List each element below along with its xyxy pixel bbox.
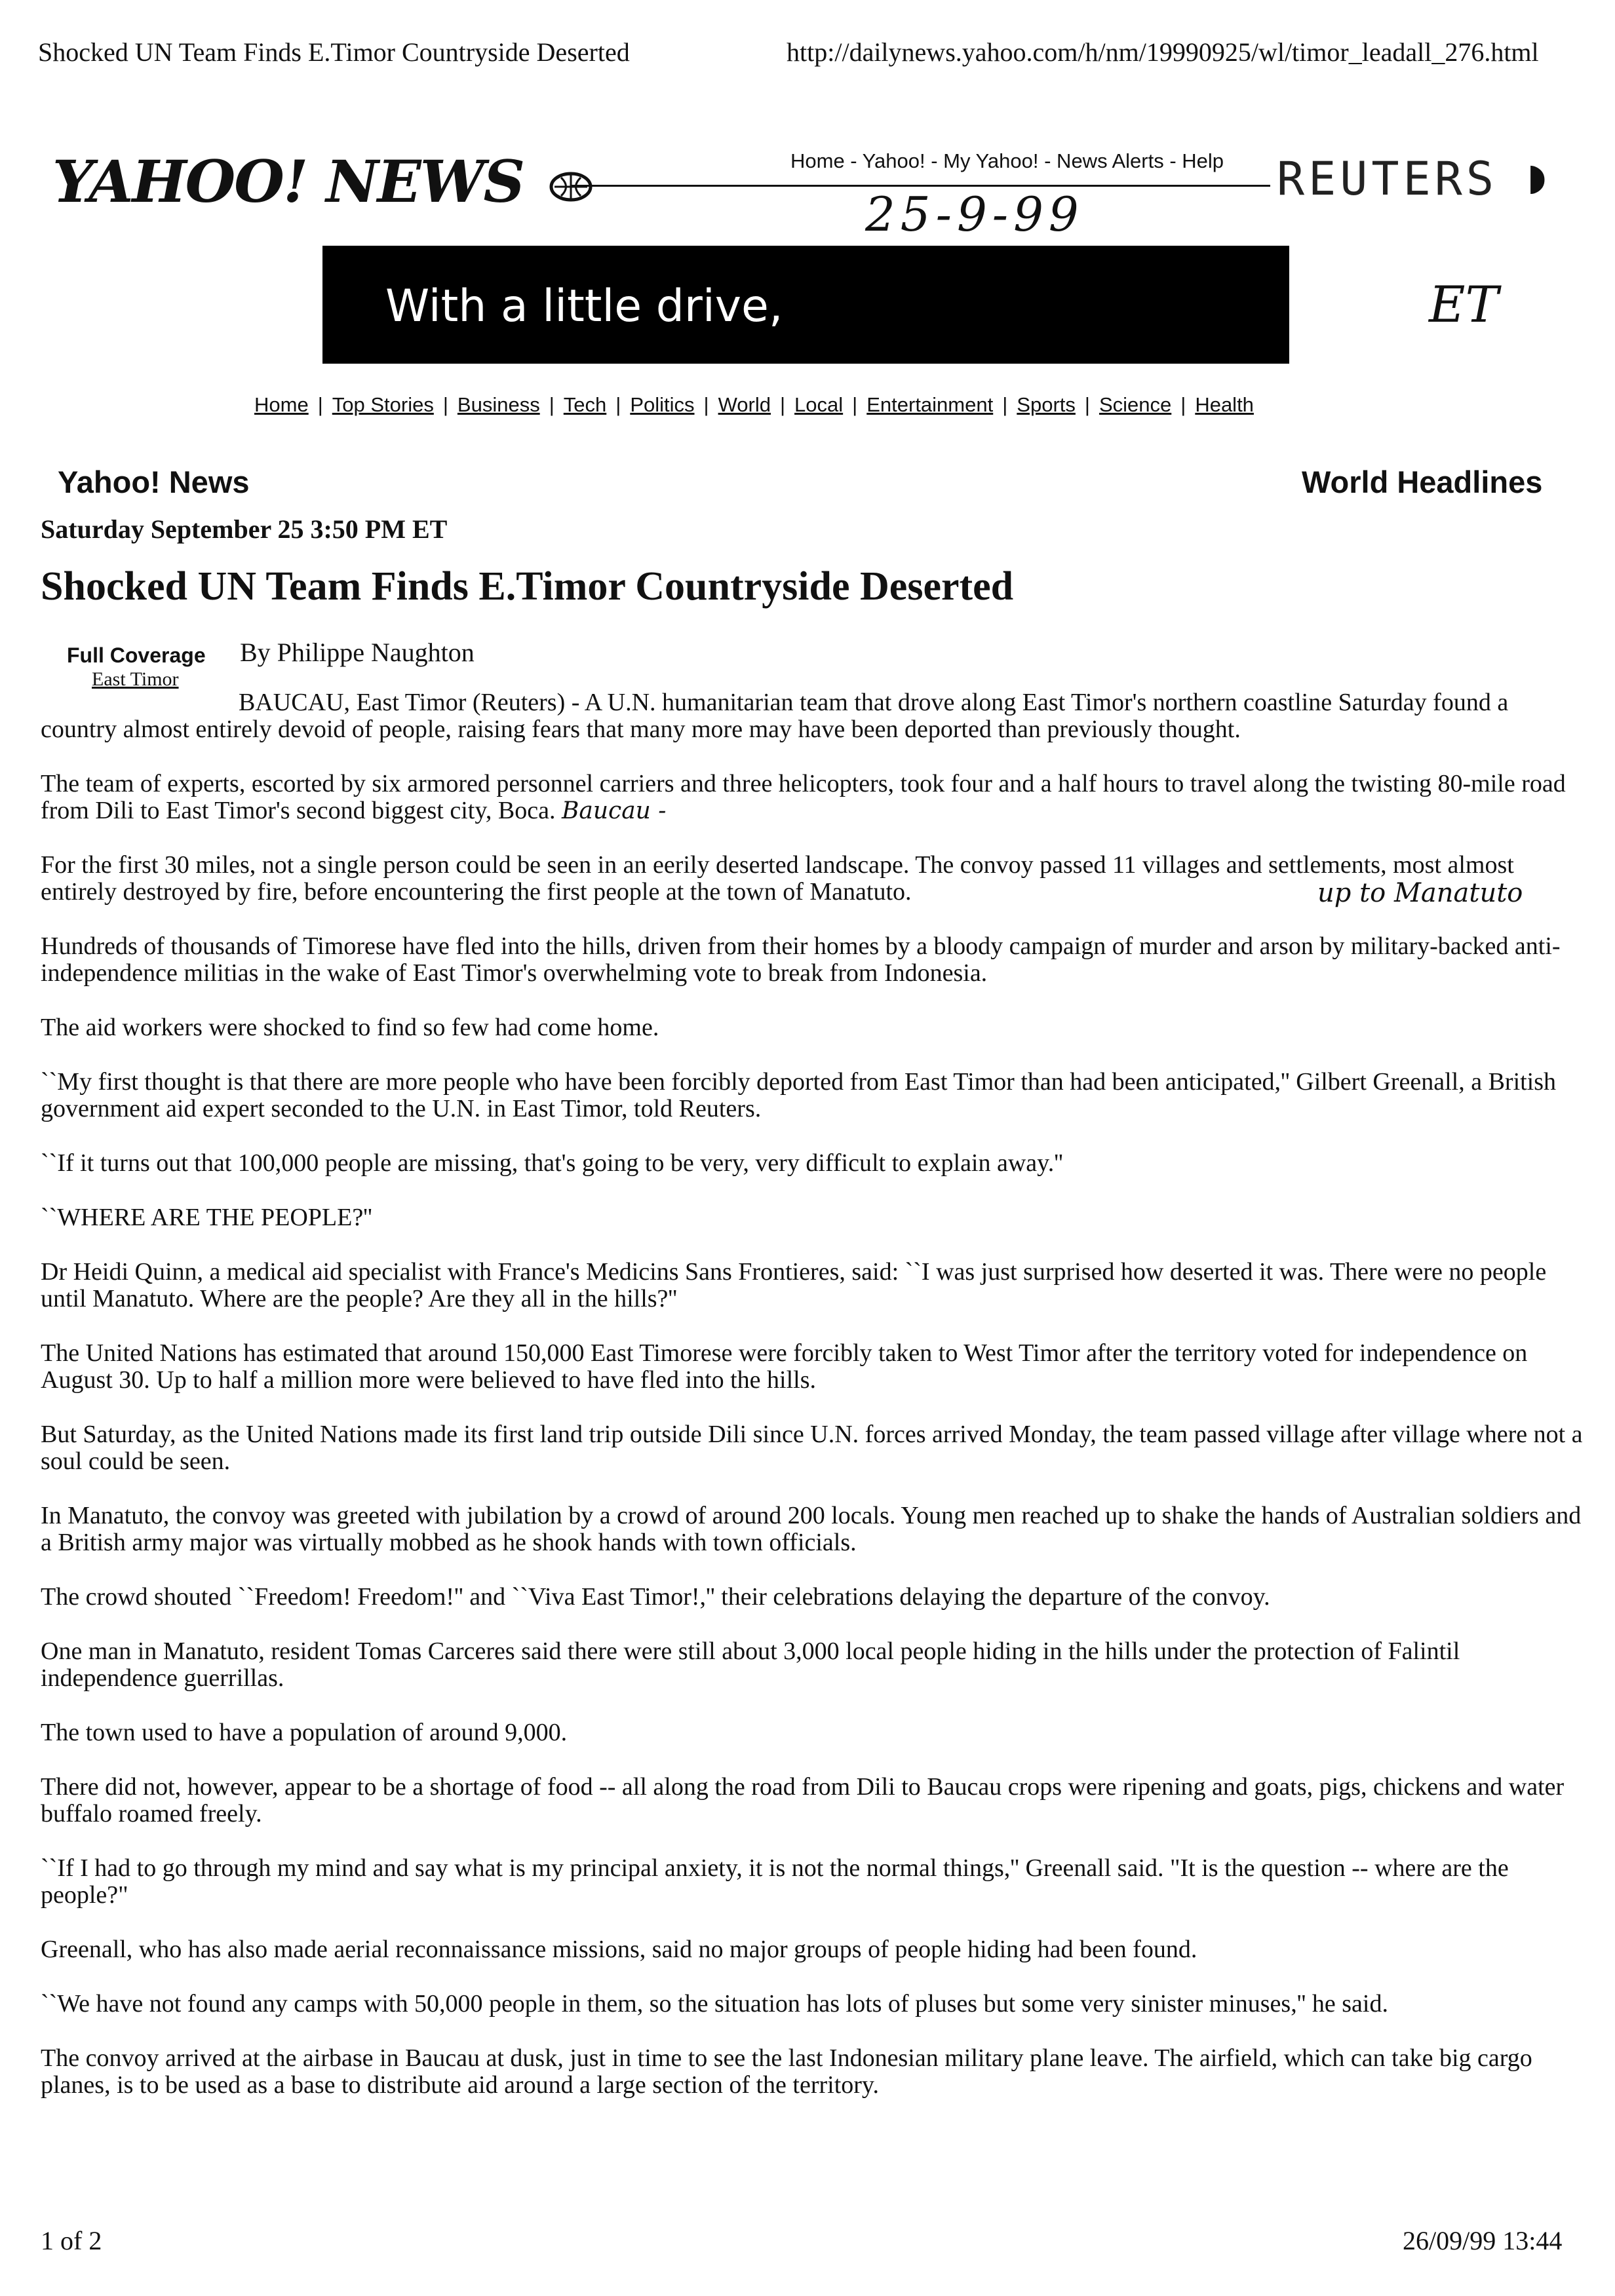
- handwritten-date: 25-9-99: [865, 187, 1084, 242]
- ad-banner-text: With a little drive,: [385, 280, 783, 332]
- article-paragraph: For the first 30 miles, not a single person could be seen in an eerily deserted landscape. The convoy passed 11 villages and settlements, most almost entirely destroyed by fire, before encountering the first people at the town of Manatuto.: [41, 851, 1514, 906]
- paragraph-text: The team of experts, escorted by six armored personnel carriers and three helicopters, took four and a half hours to travel along the twisting 80-mile road from Dili to East Timor's second biggest city, Boca.: [41, 770, 1566, 824]
- yahoo-news-logo[interactable]: [52, 147, 594, 216]
- nav-science[interactable]: Science: [1099, 393, 1172, 416]
- article-paragraph: ``If it turns out that 100,000 people are missing, that's going to be very, very difficult to explain away.'': [41, 1149, 1063, 1177]
- handwritten-baucau: Baucau -: [561, 797, 667, 824]
- article-paragraph: ``If I had to go through my mind and say what is my principal anxiety, it is not the normal things,'' Greenall said. "It is the question -- where are the people?": [41, 1854, 1509, 1909]
- nav-sports[interactable]: Sports: [1017, 393, 1076, 416]
- article-paragraph: Greenall, who has also made aerial reconnaissance missions, said no major groups of people hiding had been found.: [41, 1936, 1197, 1963]
- section-nav: Home | Top Stories | Business | Tech | Politics | World | Local | Entertainment | Sports | Science | Health: [254, 393, 1254, 416]
- article-paragraph: The town used to have a population of around 9,000.: [41, 1719, 568, 1746]
- article-paragraph: But Saturday, as the United Nations made its first land trip outside Dili since U.N. forces arrived Monday, the team passed village after village where not a soul could be seen.: [41, 1421, 1583, 1475]
- article-paragraph: The convoy arrived at the airbase in Baucau at dusk, just in time to see the last Indonesian military plane leave. The airfield, which can take big cargo planes, is to be used as a base to distribute aid around a large section of the territory.: [41, 2044, 1532, 2099]
- article-paragraph: Dr Heidi Quinn, a medical aid specialist with France's Medicins Sans Frontieres, said: ``I was just surprised how deserted it was. There were no people until Manatuto. Where are the people? Are they all in the hills?'': [41, 1258, 1547, 1312]
- nav-entertainment[interactable]: Entertainment: [866, 393, 994, 416]
- reuters-arrow-icon: ◗: [1527, 156, 1547, 199]
- print-page-url: http://dailynews.yahoo.com/h/nm/19990925/wl/timor_leadall_276.html: [787, 37, 1539, 67]
- full-coverage-link[interactable]: East Timor: [92, 668, 179, 690]
- category-title: World Headlines: [1302, 465, 1543, 499]
- nav-business[interactable]: Business: [457, 393, 540, 416]
- page-number: 1 of 2: [41, 2226, 102, 2255]
- article-paragraph: One man in Manatuto, resident Tomas Carceres said there were still about 3,000 local people hiding in the hills under the protection of Falintil independence guerrillas.: [41, 1637, 1460, 1692]
- top-links[interactable]: Home - Yahoo! - My Yahoo! - News Alerts - Help: [790, 149, 1224, 172]
- article-headline: Shocked UN Team Finds E.Timor Countryside Deserted: [41, 564, 1014, 609]
- article-paragraph: ``We have not found any camps with 50,000 people in them, so the situation has lots of pluses but some very sinister minuses,'' he said.: [41, 1990, 1388, 2018]
- reuters-logo: REUTERS: [1277, 152, 1498, 206]
- logo-text: YAHOO! NEWS: [52, 147, 524, 216]
- print-timestamp: 26/09/99 13:44: [1403, 2226, 1563, 2255]
- article-paragraph: In Manatuto, the convoy was greeted with jubilation by a crowd of around 200 locals. Young men reached up to shake the hands of Australian soldiers and a British army major was virtually mobbed as he shook hands with town officials.: [41, 1502, 1582, 1556]
- article-dateline: Saturday September 25 3:50 PM ET: [41, 514, 448, 544]
- article-paragraph: Hundreds of thousands of Timorese have fled into the hills, driven from their homes by a bloody campaign of murder and arson by military-backed anti-independence militias in the wake of East Timor's overwhelming vote to break from Indonesia.: [41, 932, 1561, 987]
- nav-politics[interactable]: Politics: [630, 393, 695, 416]
- handwritten-region: ET: [1429, 275, 1499, 334]
- nav-health[interactable]: Health: [1195, 393, 1254, 416]
- article-paragraph: The crowd shouted ``Freedom! Freedom!'' and ``Viva East Timor!,'' their celebrations delaying the departure of the convoy.: [41, 1583, 1270, 1611]
- section-title: Yahoo! News: [58, 465, 250, 499]
- handwritten-manatuto-note: up to Manatuto: [1317, 878, 1523, 908]
- article-paragraph: The United Nations has estimated that around 150,000 East Timorese were forcibly taken to West Timor after the territory voted for independence on August 30. Up to half a million more were believed to have fled into the hills.: [41, 1339, 1528, 1394]
- nav-world[interactable]: World: [718, 393, 771, 416]
- nav-tech[interactable]: Tech: [563, 393, 607, 416]
- article-paragraph: There did not, however, appear to be a shortage of food -- all along the road from Dili to Baucau crops were ripening and goats, pigs, chickens and water buffalo roamed freely.: [41, 1773, 1565, 1827]
- globe-icon: [548, 170, 594, 204]
- nav-local[interactable]: Local: [794, 393, 844, 416]
- article-paragraph: BAUCAU, East Timor (Reuters) - A U.N. humanitarian team that drove along East Timor's northern coastline Saturday found a country almost entirely devoid of people, raising fears that many more may have been deported than previously thought.: [41, 689, 1509, 743]
- article-subhead: ``WHERE ARE THE PEOPLE?'': [41, 1204, 372, 1231]
- print-page-title: Shocked UN Team Finds E.Timor Countryside Deserted: [38, 37, 630, 67]
- article-paragraph: The aid workers were shocked to find so few had come home.: [41, 1014, 659, 1041]
- full-coverage-label: Full Coverage: [67, 643, 206, 667]
- nav-top-stories[interactable]: Top Stories: [332, 393, 434, 416]
- article-byline: By Philippe Naughton: [240, 638, 475, 667]
- nav-home[interactable]: Home: [254, 393, 309, 416]
- article-paragraph: ``My first thought is that there are more people who have been forcibly deported from East Timor than had been anticipated,'' Gilbert Greenall, a British government aid expert seconded to the U.N. in East Timor, told Reuters.: [41, 1068, 1557, 1122]
- article-paragraph: [41, 771, 1587, 824]
